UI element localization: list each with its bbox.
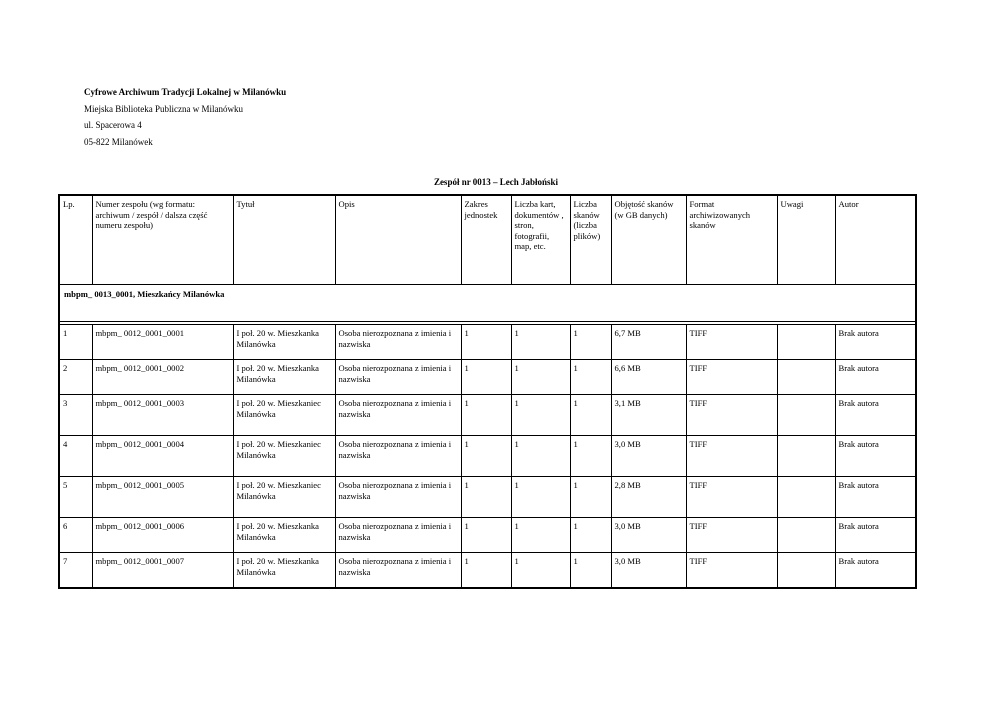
- inventory-table: [58, 194, 917, 589]
- cell-liczba: 1: [511, 360, 570, 395]
- table-row: [59, 553, 916, 589]
- cell-numer: mbpm_ 0012_0001_0004: [92, 436, 233, 477]
- cell-opis: Osoba nierozpoznana z imienia i nazwiska: [335, 395, 461, 436]
- cell-tytul: I poł. 20 w. Mieszkanka Milanówka: [233, 360, 335, 395]
- address-street: ul. Spacerowa 4: [84, 120, 142, 130]
- cell-objetosc: 2,8 MB: [611, 477, 686, 518]
- cell-zakres: 1: [461, 477, 511, 518]
- cell-liczba: 1: [511, 395, 570, 436]
- column-header-autor: Autor: [835, 195, 916, 285]
- cell-lp: 2: [59, 360, 92, 395]
- cell-format: TIFF: [686, 360, 777, 395]
- column-header-format: Format archiwizowanych skanów: [686, 195, 777, 285]
- table-row: [59, 477, 916, 518]
- cell-autor: Brak autora: [835, 436, 916, 477]
- cell-lp: 4: [59, 436, 92, 477]
- cell-tytul: I poł. 20 w. Mieszkanka Milanówka: [233, 553, 335, 589]
- cell-numer: mbpm_ 0012_0001_0003: [92, 395, 233, 436]
- cell-skany: 1: [570, 518, 611, 553]
- cell-autor: Brak autora: [835, 477, 916, 518]
- cell-objetosc: 3,0 MB: [611, 518, 686, 553]
- cell-lp: 7: [59, 553, 92, 589]
- cell-numer: mbpm_ 0012_0001_0001: [92, 325, 233, 360]
- cell-autor: Brak autora: [835, 395, 916, 436]
- cell-lp: 5: [59, 477, 92, 518]
- cell-skany: 1: [570, 553, 611, 589]
- table-row: [59, 325, 916, 360]
- cell-uwagi: [777, 477, 835, 518]
- cell-opis: Osoba nierozpoznana z imienia i nazwiska: [335, 360, 461, 395]
- cell-uwagi: [777, 360, 835, 395]
- cell-uwagi: [777, 518, 835, 553]
- table-header-row: [59, 195, 916, 285]
- cell-opis: Osoba nierozpoznana z imienia i nazwiska: [335, 477, 461, 518]
- column-header-tytul: Tytuł: [233, 195, 335, 285]
- table-row: [59, 395, 916, 436]
- cell-uwagi: [777, 395, 835, 436]
- cell-lp: 1: [59, 325, 92, 360]
- cell-opis: Osoba nierozpoznana z imienia i nazwiska: [335, 325, 461, 360]
- table-row: [59, 518, 916, 553]
- cell-liczba: 1: [511, 325, 570, 360]
- address-city: 05-822 Milanówek: [84, 136, 153, 147]
- cell-zakres: 1: [461, 325, 511, 360]
- cell-objetosc: 3,0 MB: [611, 436, 686, 477]
- column-header-lp: Lp.: [59, 195, 92, 285]
- column-header-skany: Liczba skanów (liczba plików): [570, 195, 611, 285]
- cell-liczba: 1: [511, 477, 570, 518]
- cell-format: TIFF: [686, 553, 777, 589]
- organization-name: Cyfrowe Archiwum Tradycji Lokalnej w Milanówku: [84, 87, 287, 97]
- cell-tytul: I poł. 20 w. Mieszkanka Milanówka: [233, 325, 335, 360]
- cell-opis: Osoba nierozpoznana z imienia i nazwiska: [335, 553, 461, 589]
- cell-autor: Brak autora: [835, 518, 916, 553]
- collection-title: Zespół nr 0013 – Lech Jabłoński: [433, 177, 559, 187]
- cell-format: TIFF: [686, 436, 777, 477]
- table-row: [59, 360, 916, 395]
- cell-format: TIFF: [686, 325, 777, 360]
- cell-tytul: I poł. 20 w. Mieszkanka Milanówka: [233, 518, 335, 553]
- cell-liczba: 1: [511, 553, 570, 589]
- column-header-uwagi: Uwagi: [777, 195, 835, 285]
- cell-opis: Osoba nierozpoznana z imienia i nazwiska: [335, 518, 461, 553]
- cell-numer: mbpm_ 0012_0001_0005: [92, 477, 233, 518]
- cell-tytul: I poł. 20 w. Mieszkaniec Milanówka: [233, 395, 335, 436]
- table-row: [59, 436, 916, 477]
- cell-skany: 1: [570, 477, 611, 518]
- cell-numer: mbpm_ 0012_0001_0002: [92, 360, 233, 395]
- cell-uwagi: [777, 553, 835, 589]
- cell-objetosc: 6,7 MB: [611, 325, 686, 360]
- cell-zakres: 1: [461, 553, 511, 589]
- cell-zakres: 1: [461, 436, 511, 477]
- cell-autor: Brak autora: [835, 360, 916, 395]
- column-header-objetosc: Objętość skanów (w GB danych): [611, 195, 686, 285]
- cell-zakres: 1: [461, 518, 511, 553]
- cell-format: TIFF: [686, 518, 777, 553]
- cell-skany: 1: [570, 325, 611, 360]
- cell-zakres: 1: [461, 395, 511, 436]
- cell-format: TIFF: [686, 477, 777, 518]
- cell-numer: mbpm_ 0012_0001_0007: [92, 553, 233, 589]
- cell-zakres: 1: [461, 360, 511, 395]
- cell-skany: 1: [570, 436, 611, 477]
- library-name: Miejska Biblioteka Publiczna w Milanówku: [84, 103, 243, 114]
- document-header: [84, 84, 286, 150]
- group-row: [59, 285, 916, 322]
- cell-uwagi: [777, 325, 835, 360]
- cell-autor: Brak autora: [835, 325, 916, 360]
- cell-autor: Brak autora: [835, 553, 916, 589]
- cell-skany: 1: [570, 395, 611, 436]
- column-header-zakres: Zakres jednostek: [461, 195, 511, 285]
- cell-tytul: I poł. 20 w. Mieszkaniec Milanówka: [233, 477, 335, 518]
- cell-uwagi: [777, 436, 835, 477]
- cell-numer: mbpm_ 0012_0001_0006: [92, 518, 233, 553]
- column-header-opis: Opis: [335, 195, 461, 285]
- cell-lp: 6: [59, 518, 92, 553]
- group-label: mbpm_ 0013_0001, Mieszkańcy Milanówka: [59, 285, 916, 322]
- cell-format: TIFF: [686, 395, 777, 436]
- cell-objetosc: 3,0 MB: [611, 553, 686, 589]
- cell-liczba: 1: [511, 436, 570, 477]
- cell-tytul: I poł. 20 w. Mieszkaniec Milanówka: [233, 436, 335, 477]
- cell-objetosc: 6,6 MB: [611, 360, 686, 395]
- column-header-numer: Numer zespołu (wg formatu: archiwum / zespół / dalsza część numeru zespołu): [92, 195, 233, 285]
- cell-lp: 3: [59, 395, 92, 436]
- cell-liczba: 1: [511, 518, 570, 553]
- column-header-liczba: Liczba kart, dokumentów , stron, fotografii, map, etc.: [511, 195, 570, 285]
- cell-objetosc: 3,1 MB: [611, 395, 686, 436]
- cell-opis: Osoba nierozpoznana z imienia i nazwiska: [335, 436, 461, 477]
- cell-skany: 1: [570, 360, 611, 395]
